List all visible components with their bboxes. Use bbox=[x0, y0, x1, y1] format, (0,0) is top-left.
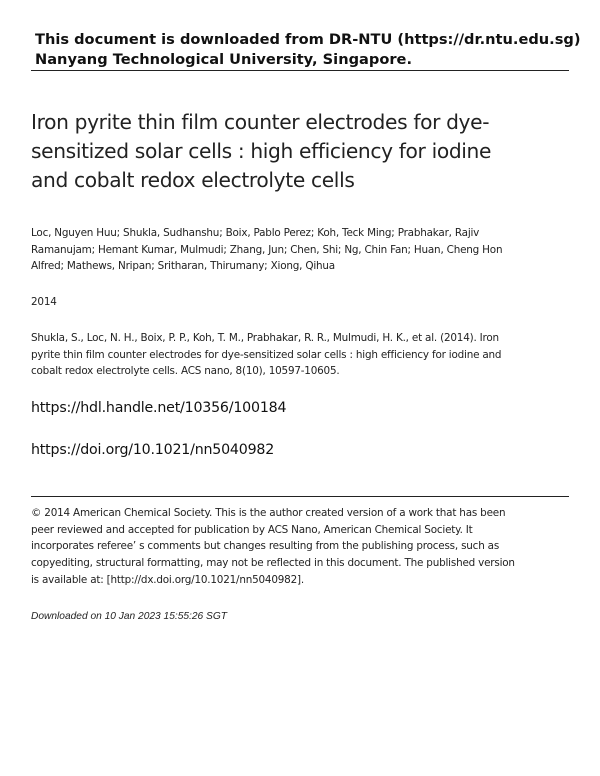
repository-header bbox=[35, 30, 581, 70]
repository-source-line: This document is downloaded from DR-NTU (https://dr.ntu.edu.sg) bbox=[35, 31, 581, 48]
publication-year: 2014 bbox=[31, 296, 57, 308]
institution-line: Nanyang Technological University, Singapore. bbox=[35, 51, 412, 68]
section-divider bbox=[31, 496, 569, 497]
doi-link[interactable]: https://doi.org/10.1021/nn5040982 bbox=[31, 442, 275, 458]
download-timestamp: Downloaded on 10 Jan 2023 15:55:26 SGT bbox=[31, 611, 227, 622]
handle-link[interactable]: https://hdl.handle.net/10356/100184 bbox=[31, 400, 287, 416]
header-divider bbox=[31, 70, 569, 71]
author-list: Loc, Nguyen Huu; Shukla, Sudhanshu; Boix, Pablo Perez; Koh, Teck Ming; Prabhakar, Rajiv Ramanujam; Hemant Kumar, Mulmudi; Zhang, Jun; Chen, Shi; Ng, Chin Fan; Huan, Cheng Hon Alfred; Mathews, Nripan; Sritharan, Thirumany; Xiong, Qihua bbox=[31, 227, 503, 273]
document-title: Iron pyrite thin film counter electrodes for dye-sensitized solar cells : high efficiency for iodine and cobalt redox electrolyte cells bbox=[31, 110, 492, 192]
copyright-notice: © 2014 American Chemical Society. This is the author created version of a work that has been peer reviewed and accepted for publication by ACS Nano, American Chemical Society. It incorporates referee’ s comments but changes resulting from the publishing process, such as copyediting, structural formatting, may not be reflected in this document. The published version is available at: [http://dx.doi.org/10.1021/nn5040982]. bbox=[31, 507, 515, 586]
citation-text: Shukla, S., Loc, N. H., Boix, P. P., Koh, T. M., Prabhakar, R. R., Mulmudi, H. K., et al. (2014). Iron pyrite thin film counter electrodes for dye-sensitized solar cells : high efficiency for iodine and cobalt redox electrolyte cells. ACS nano, 8(10), 10597-10605. bbox=[31, 332, 502, 378]
